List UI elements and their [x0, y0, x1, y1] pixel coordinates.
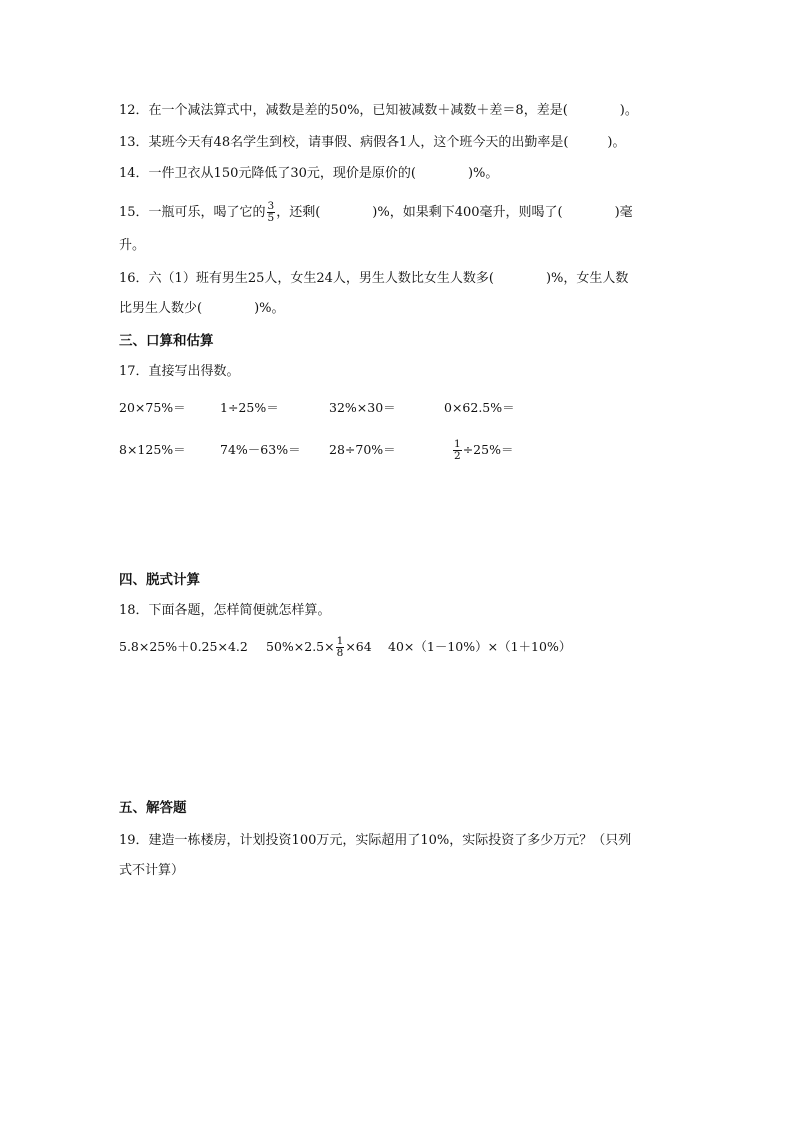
calc-item: 1÷25%＝ — [220, 400, 279, 415]
expression-1: 5.8×25%＋0.25×4.2 — [119, 639, 248, 654]
fraction-three-fifths — [267, 201, 276, 224]
section-5-heading: 五、解答题 — [119, 800, 187, 816]
fraction-denominator: 2 — [454, 450, 461, 462]
calc-item: 32%×30＝ — [329, 400, 396, 415]
section-4-heading: 四、脱式计算 — [119, 572, 200, 588]
fraction-numerator: 1 — [454, 438, 461, 450]
expression-2 — [266, 632, 372, 662]
question-15-text-before: 15．一瓶可乐，喝了它的 — [119, 205, 266, 220]
question-19-line-1: 19．建造一栋楼房，计划投资100万元，实际超用了10%，实际投资了多少万元？（只列 — [119, 833, 632, 848]
calc-item: 28÷70%＝ — [329, 442, 396, 457]
question-19-line-2: 式不计算） — [119, 863, 185, 878]
calc-item — [452, 435, 513, 465]
calc-item-text: ÷25%＝ — [462, 442, 514, 457]
fraction-denominator: 5 — [267, 212, 275, 224]
expression-2-after: ×64 — [345, 639, 372, 654]
question-14: 14．一件卫衣从150元降低了30元，现价是原价的( )%。 — [119, 166, 499, 181]
expression-3: 40×（1－10%）×（1＋10%） — [388, 639, 572, 654]
fraction-numerator: 3 — [267, 200, 275, 212]
question-15 — [119, 198, 633, 228]
question-17-prompt: 17．直接写出得数。 — [119, 364, 240, 379]
question-15-text-after: ，还剩( )%，如果剩下400毫升，则喝了( )毫 — [276, 205, 633, 220]
calc-item: 20×75%＝ — [119, 400, 186, 415]
question-13: 13．某班今天有48名学生到校，请事假、病假各1人，这个班今天的出勤率是( )。 — [119, 135, 626, 150]
question-15-continuation: 升。 — [119, 238, 146, 253]
calc-item: 0×62.5%＝ — [444, 400, 515, 415]
fraction-one-eighth — [336, 636, 345, 659]
calc-item: 74%－63%＝ — [220, 442, 301, 457]
question-16-line-2: 比男生人数少( )%。 — [119, 301, 285, 316]
calc-item: 8×125%＝ — [119, 442, 186, 457]
question-18-prompt: 18．下面各题，怎样简便就怎样算。 — [119, 603, 331, 618]
question-16-line-1: 16．六（1）班有男生25人，女生24人，男生人数比女生人数多( )%，女生人数 — [119, 271, 629, 286]
question-12: 12．在一个减法算式中，减数是差的50%，已知被减数＋减数＋差＝8，差是( )。 — [119, 103, 638, 118]
section-3-heading: 三、口算和估算 — [119, 333, 214, 349]
fraction-denominator: 8 — [336, 647, 344, 659]
fraction-numerator: 1 — [336, 635, 344, 647]
fraction-one-half — [453, 439, 462, 462]
expression-2-before: 50%×2.5× — [266, 639, 335, 654]
